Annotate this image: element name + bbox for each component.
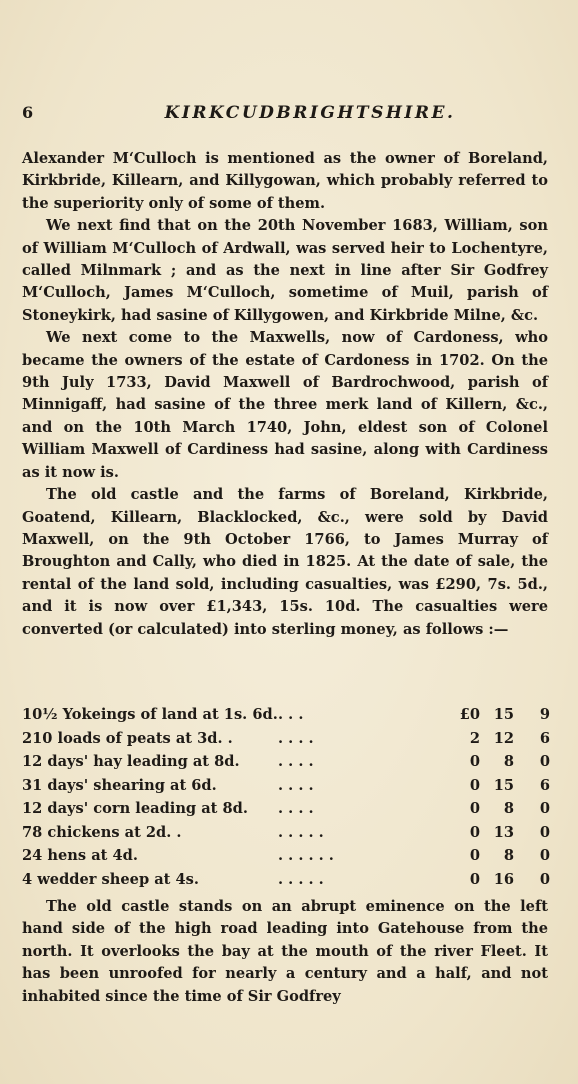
shillings-value: 12 [493, 729, 514, 747]
shillings-value: 16 [493, 870, 514, 888]
leader-dots: . . . . . [278, 870, 324, 888]
shillings-value: 8 [503, 753, 514, 770]
paragraph: We next find that on the 20th November 1683, William, son of William M‘Culloch of Ardwall, was served heir to Lochentyre, called Milnmark ; and as the next in line after Sir Godfrey M‘Culloch, James M‘Culloch, sometime of Muil, parish of Stoneykirk, had sasine of Killygowen, and Kirkbride Milne, &c. [22, 217, 548, 324]
pence-value: 0 [539, 870, 550, 888]
shillings-value: 13 [493, 823, 514, 841]
leader-dots: . . . . [278, 753, 314, 770]
table-row [22, 727, 550, 751]
pence-value: 0 [539, 847, 550, 864]
pence-value: 0 [539, 823, 550, 841]
item-description: 4 wedder sheep at 4s. [22, 870, 199, 888]
leader-dots: . . . . . . [278, 847, 334, 864]
paragraph: Alexander M‘Culloch is mentioned as the owner of Boreland, Kirkbride, Killearn, and Killygowan, which probably referred to the superiority only of some of them. [22, 150, 548, 212]
table-row [22, 750, 550, 774]
pence-value: 0 [539, 753, 550, 770]
item-description: 24 hens at 4d. [22, 847, 138, 864]
leader-dots: . . . . [278, 729, 314, 747]
pounds-value: 0 [469, 753, 480, 770]
pence-value: 9 [539, 706, 550, 723]
shillings-value: 15 [493, 706, 514, 723]
pounds-value: 0 [469, 823, 480, 841]
leader-dots: . . . . [278, 800, 314, 817]
rental-casualties-table [22, 703, 550, 891]
pounds-value: £0 [459, 706, 480, 723]
shillings-value: 8 [503, 847, 514, 864]
table-row [22, 868, 550, 892]
table-row [22, 774, 550, 798]
item-description: 31 days' shearing at 6d. [22, 776, 217, 794]
pounds-value: 2 [469, 729, 480, 747]
item-description: 12 days' corn leading at 8d. [22, 800, 248, 817]
leader-dots: . . . . . [278, 823, 324, 841]
leader-dots: . . . [278, 706, 304, 723]
pence-value: 0 [539, 800, 550, 817]
paragraph: The old castle stands on an abrupt eminence on the left hand side of the high road leading into Gatehouse from the north. It overlooks the bay at the mouth of the river Fleet. It has been unroofed for nearly a century and a half, and not inhabited since the time of Sir Godfrey [22, 898, 548, 1005]
running-head: KIRKCUDBRIGHTSHIRE. [164, 103, 456, 123]
pounds-value: 0 [469, 847, 480, 864]
pounds-value: 0 [469, 870, 480, 888]
body-text-bottom [22, 896, 548, 1008]
item-description: 12 days' hay leading at 8d. [22, 753, 240, 770]
table-row [22, 821, 550, 845]
leader-dots: . . . . [278, 776, 314, 794]
shillings-value: 8 [503, 800, 514, 817]
table-row [22, 703, 550, 727]
item-description: 210 loads of peats at 3d. . [22, 729, 233, 747]
pence-value: 6 [539, 729, 550, 747]
pounds-value: 0 [469, 800, 480, 817]
page-number: 6 [22, 103, 34, 122]
pounds-value: 0 [469, 776, 480, 794]
paragraph: We next come to the Maxwells, now of Cardoness, who became the owners of the estate of Cardoness in 1702. On the 9th July 1733, David Maxwell of Bardrochwood, parish of Minnigaff, had sasine of the three merk land of Killern, &c., and on the 10th March 1740, John, eldest son of Colonel William Maxwell of Cardiness had sasine, along with Cardiness as it now is. [22, 329, 548, 481]
item-description: 78 chickens at 2d. . [22, 823, 182, 841]
shillings-value: 15 [493, 776, 514, 794]
table-row [22, 844, 550, 868]
item-description: 10½ Yokeings of land at 1s. 6d. [22, 706, 278, 723]
paragraph: The old castle and the farms of Boreland, Kirkbride, Goatend, Killearn, Blacklocked, &c., were sold by David Maxwell, on the 9th October 1766, to James Murray of Broughton and Cally, who died in 1825. At the date of sale, the rental of the land sold, including casualties, was £290, 7s. 5d., and it is now over £1,343, 15s. 10d. The casualties were converted (or calculated) into sterling money, as follows :— [22, 486, 548, 638]
page-header [22, 103, 558, 129]
table-row [22, 797, 550, 821]
pence-value: 6 [539, 776, 550, 794]
body-text-top [22, 148, 548, 641]
